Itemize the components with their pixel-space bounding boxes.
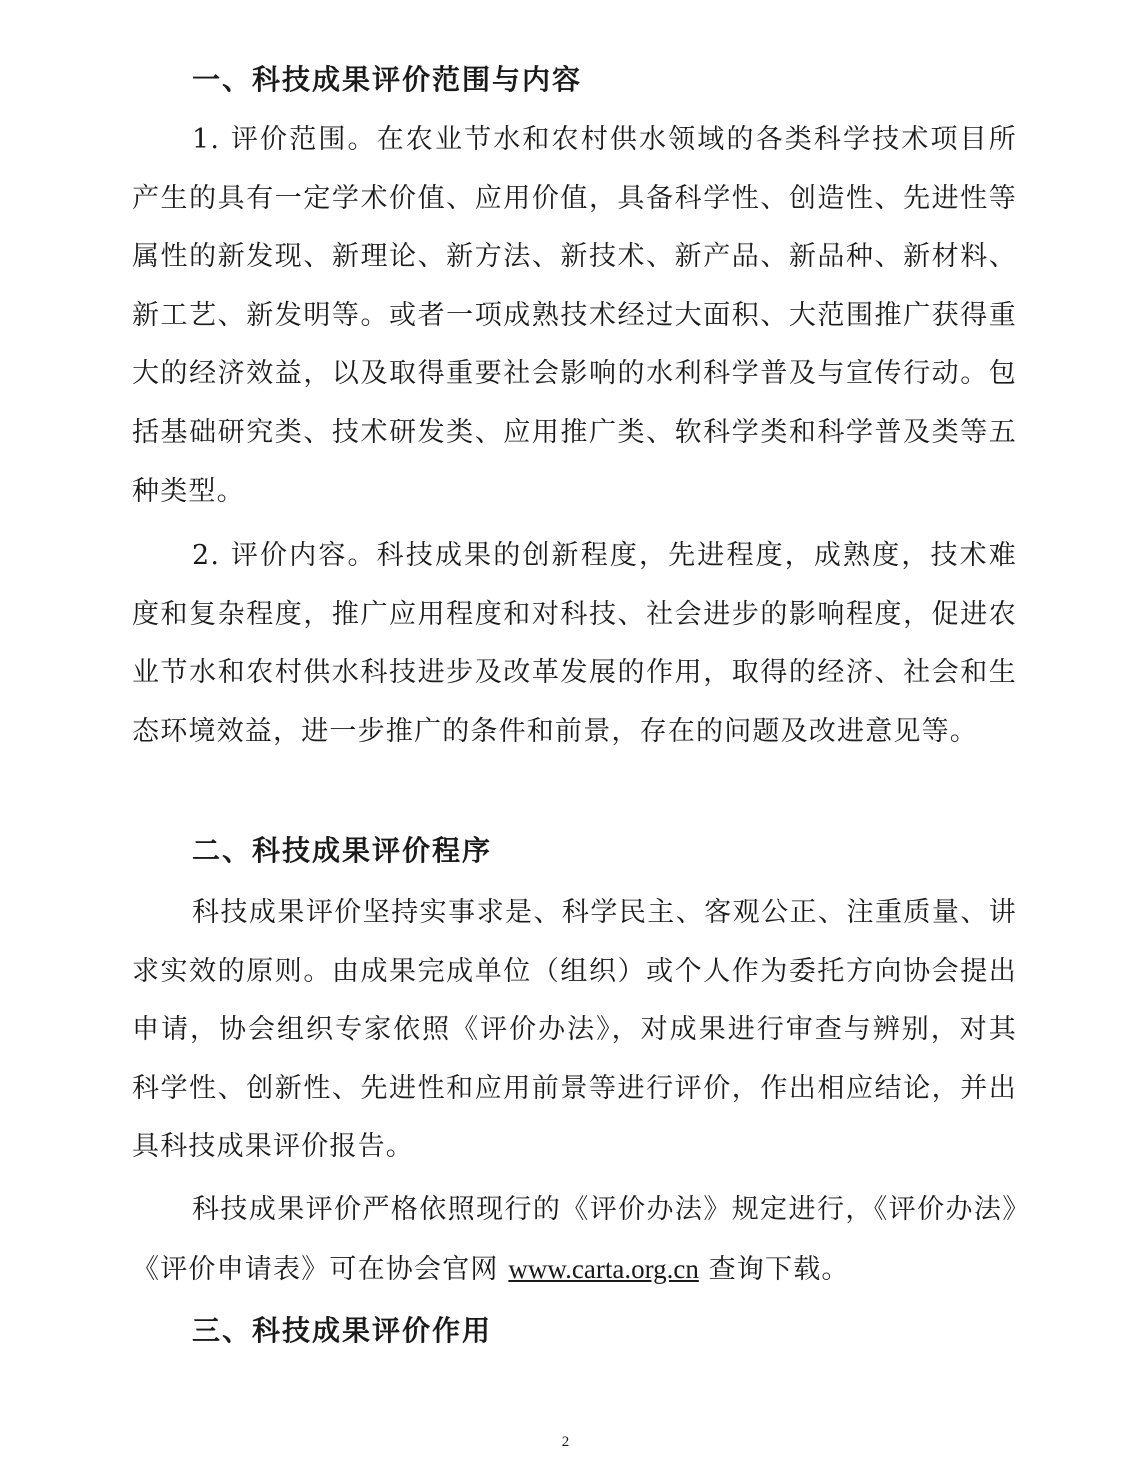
rules-text-after-link: 查询下载。 bbox=[698, 1253, 850, 1285]
paragraph-evaluation-rules bbox=[132, 1181, 1017, 1299]
section-heading-procedure: 二、科技成果评价程序 bbox=[192, 834, 493, 867]
page-number: 2 bbox=[561, 1434, 570, 1450]
website-link[interactable]: www.carta.org.cn bbox=[508, 1253, 699, 1284]
section-heading-scope: 一、科技成果评价范围与内容 bbox=[192, 63, 583, 96]
paragraph-evaluation-content: 2. 评价内容。科技成果的创新程度，先进程度，成熟度，技术难度和复杂程度，推广应用程度和对科技、社会进步的影响程度，促进农业节水和农村供水科技进步及改革发展的作用，取得的经济、社会和生态环境效益，进一步推广的条件和前景，存在的问题及改进意见等。 bbox=[132, 540, 1017, 747]
rules-text-before-link: 科技成果评价严格依照现行的《评价办法》规定进行，《评价办法》《评价申请表》可在协会官网 bbox=[132, 1194, 1017, 1285]
section-heading-function: 三、科技成果评价作用 bbox=[192, 1314, 493, 1347]
paragraph-evaluation-principles: 科技成果评价坚持实事求是、科学民主、客观公正、注重质量、讲求实效的原则。由成果完成单位（组织）或个人作为委托方向协会提出申请，协会组织专家依照《评价办法》，对成果进行审查与辨别，对其科学性、创新性、先进性和应用前景等进行评价，作出相应结论，并出具科技成果评价报告。 bbox=[132, 897, 1017, 1163]
paragraph-evaluation-scope: 1. 评价范围。在农业节水和农村供水领域的各类科学技术项目所产生的具有一定学术价值、应用价值，具备科学性、创造性、先进性等属性的新发现、新理论、新方法、新技术、新产品、新品种、新材料、新工艺、新发明等。或者一项成熟技术经过大面积、大范围推广获得重大的经济效益，以及取得重要社会影响的水利科学普及与宣传行动。包括基础研究类、技术研发类、应用推广类、软科学类和科学普及类等五种类型。 bbox=[132, 124, 1017, 507]
